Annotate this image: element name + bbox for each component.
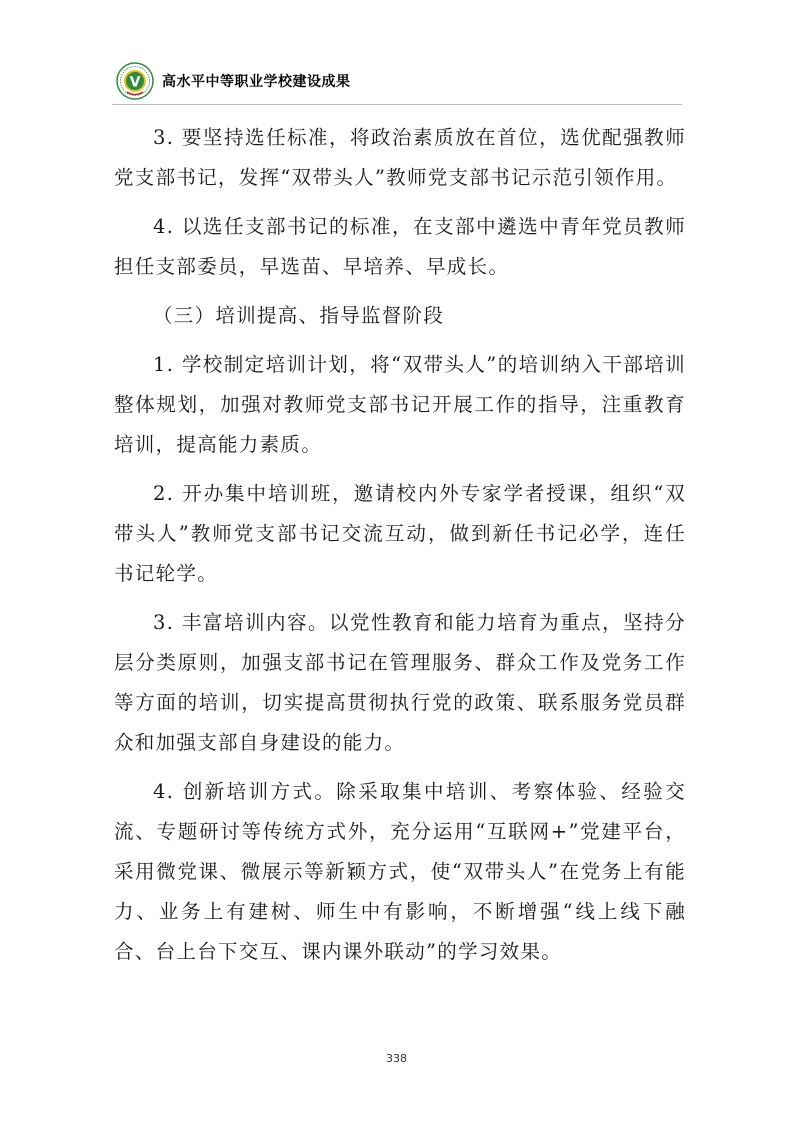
document-body — [114, 118, 686, 981]
paragraph-training-3: 3. 丰富培训内容。以党性教育和能力培育为重点，坚持分层分类原则，加强支部书记在管理服务、群众工作及党务工作等方面的培训，切实提高贯彻执行党的政策、联系服务党员群众和加强支部自身建设的能力。 — [114, 611, 686, 754]
paragraph-item-3: 3. 要坚持选任标准，将政治素质放在首位，选优配强教师党支部书记，发挥“双带头人”教师党支部书记示范引领作用。 — [114, 126, 686, 189]
paragraph-training-4: 4. 创新培训方式。除采取集中培训、考察体验、经验交流、专题研讨等传统方式外，充分运用“互联网+”党建平台，采用微党课、微展示等新颖方式，使“双带头人”在党务上有能力、业务上有建树、师生中有影响，不断增强“线上线下融合、台上台下交互、课内课外联动”的学习效果。 — [114, 780, 686, 963]
school-logo — [116, 62, 154, 100]
page-number: 338 — [386, 1052, 407, 1065]
section-heading: （三）培训提高、指导监督阶段 — [153, 304, 445, 327]
school-emblem-icon — [116, 62, 154, 100]
paragraph-training-1: 1. 学校制定培训计划，将“双带头人”的培训纳入干部培训整体规划，加强对教师党支部书记开展工作的指导，注重教育培训，提高能力素质。 — [114, 353, 686, 456]
header-divider — [112, 104, 682, 105]
svg-text:V: V — [129, 74, 141, 91]
page-header — [112, 58, 412, 102]
paragraph-training-2: 2. 开办集中培训班，邀请校内外专家学者授课，组织“双带头人”教师党支部书记交流互动，做到新任书记必学，连任书记轮学。 — [114, 482, 686, 585]
header-title: 高水平中等职业学校建设成果 — [162, 74, 351, 90]
paragraph-item-4: 4. 以选任支部书记的标准，在支部中遴选中青年党员教师担任支部委员，早选苗、早培养、早成长。 — [114, 215, 686, 278]
